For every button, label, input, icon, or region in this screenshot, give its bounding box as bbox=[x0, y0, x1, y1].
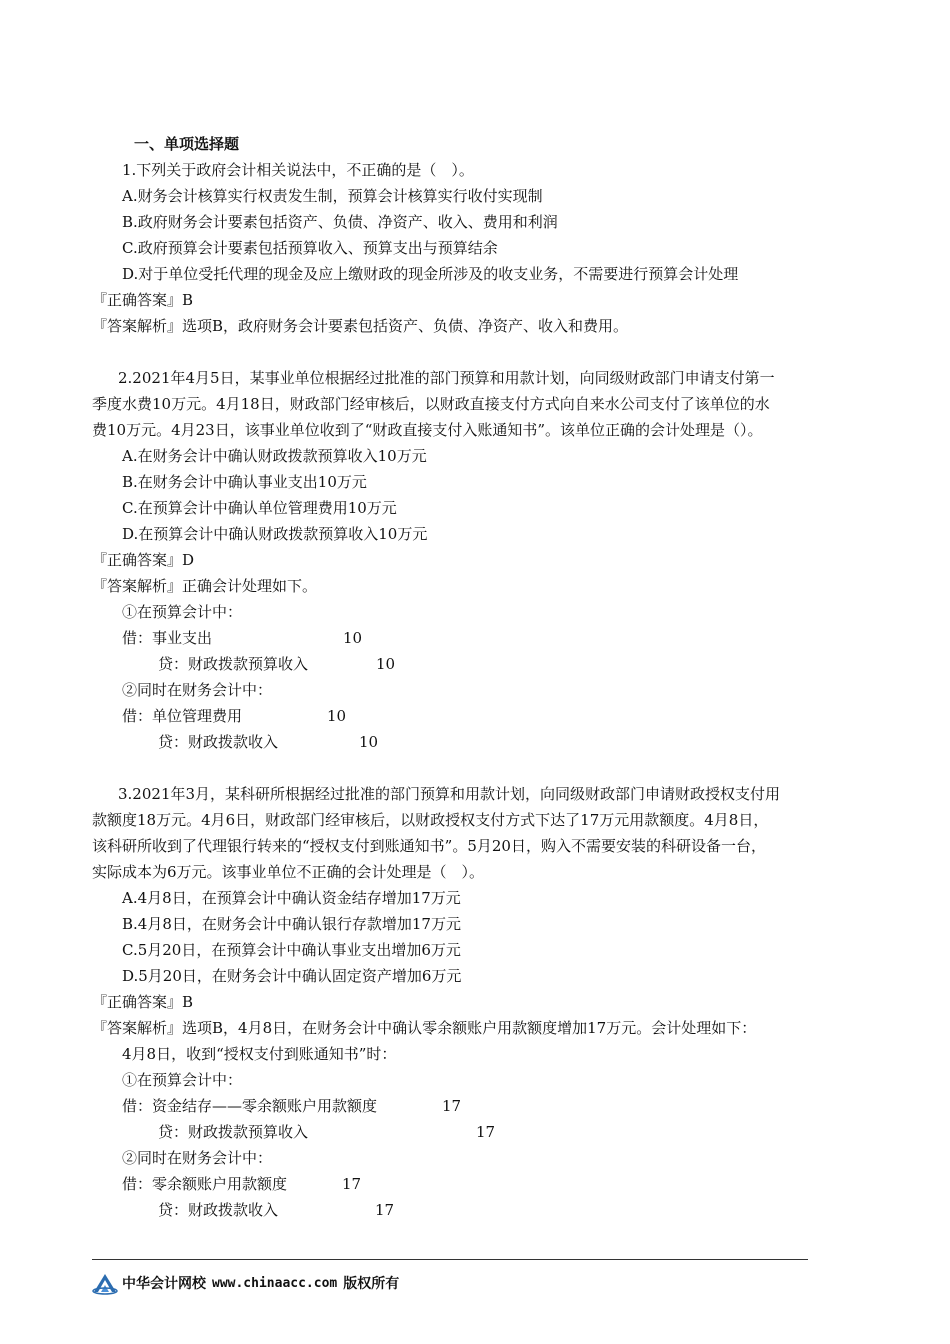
q2-entry-credit-2: 贷：财政拨款收入 bbox=[158, 733, 279, 751]
q2-option-d: D.在预算会计中确认财政拨款预算收入10万元 bbox=[122, 525, 428, 543]
q1-option-a: A.财务会计核算实行权责发生制，预算会计核算实行收付实现制 bbox=[122, 187, 543, 205]
q2-entry-debit-1-amount: 10 bbox=[343, 629, 363, 647]
q3-stem-line-4: 实际成本为6万元。该事业单位不正确的会计处理是（ ）。 bbox=[92, 863, 485, 881]
q3-analysis: 『答案解析』选项B，4月8日，在财务会计中确认零余额账户用款额度增加17万元。会计处理如下： bbox=[92, 1019, 757, 1037]
q2-entry-heading-budget: ①在预算会计中： bbox=[122, 603, 243, 621]
q3-option-b: B.4月8日，在财务会计中确认银行存款增加17万元 bbox=[122, 915, 461, 933]
q2-entry-heading-financial: ②同时在财务会计中： bbox=[122, 681, 273, 699]
q3-stem-line-3: 该科研所收到了代理银行转来的“授权支付到账通知书”。5月20日，购入不需要安装的科研设备一台， bbox=[92, 837, 766, 855]
q2-option-a: A.在财务会计中确认财政拨款预算收入10万元 bbox=[122, 447, 427, 465]
footer-url-link[interactable]: www.chinaacc.com bbox=[212, 1275, 338, 1291]
footer-rights: 版权所有 bbox=[343, 1276, 400, 1292]
q3-answer: 『正确答案』B bbox=[92, 993, 194, 1011]
q2-analysis: 『答案解析』正确会计处理如下。 bbox=[92, 577, 318, 595]
q1-analysis: 『答案解析』选项B，政府财务会计要素包括资产、负债、净资产、收入和费用。 bbox=[92, 317, 629, 335]
q2-option-c: C.在预算会计中确认单位管理费用10万元 bbox=[122, 499, 397, 517]
q3-option-c: C.5月20日，在预算会计中确认事业支出增加6万元 bbox=[122, 941, 461, 959]
q1-answer: 『正确答案』B bbox=[92, 291, 194, 309]
q2-answer: 『正确答案』D bbox=[92, 551, 195, 569]
q3-option-d: D.5月20日，在财务会计中确认固定资产增加6万元 bbox=[122, 967, 462, 985]
q2-stem-line-1: 2.2021年4月5日，某事业单位根据经过批准的部门预算和用款计划，向同级财政部门申请支付第一 bbox=[118, 369, 775, 387]
section-title: 一、单项选择题 bbox=[134, 135, 240, 153]
q2-entry-credit-1: 贷：财政拨款预算收入 bbox=[158, 655, 309, 673]
q3-entry-debit-1-amount: 17 bbox=[442, 1097, 462, 1115]
q1-option-b: B.政府财务会计要素包括资产、负债、净资产、收入、费用和利润 bbox=[122, 213, 558, 231]
q2-stem-line-3: 费10万元。4月23日，该事业单位收到了“财政直接支付入账通知书”。该单位正确的会计处理是（）。 bbox=[92, 421, 763, 439]
q3-entry-credit-1: 贷：财政拨款预算收入 bbox=[158, 1123, 309, 1141]
q3-entry-debit-2-amount: 17 bbox=[342, 1175, 362, 1193]
q1-option-c: C.政府预算会计要素包括预算收入、预算支出与预算结余 bbox=[122, 239, 498, 257]
q3-option-a: A.4月8日，在预算会计中确认资金结存增加17万元 bbox=[122, 889, 461, 907]
q3-entry-heading-budget: ①在预算会计中： bbox=[122, 1071, 243, 1089]
q2-stem-line-2: 季度水费10万元。4月18日，财政部门经审核后，以财政直接支付方式向自来水公司支付了该单位的水 bbox=[92, 395, 770, 413]
footer-brand: 中华会计网校 bbox=[122, 1276, 206, 1292]
q3-entry-heading-financial: ②同时在财务会计中： bbox=[122, 1149, 273, 1167]
q2-option-b: B.在财务会计中确认事业支出10万元 bbox=[122, 473, 367, 491]
q2-entry-debit-2-amount: 10 bbox=[327, 707, 347, 725]
q3-entry-credit-1-amount: 17 bbox=[476, 1123, 496, 1141]
footer-rule bbox=[92, 1259, 808, 1260]
q3-entry-credit-2-amount: 17 bbox=[375, 1201, 395, 1219]
q2-entry-debit-2: 借：单位管理费用 bbox=[122, 707, 243, 725]
q1-option-d: D.对于单位受托代理的现金及应上缴财政的现金所涉及的收支业务，不需要进行预算会计处理 bbox=[122, 265, 739, 283]
footer bbox=[92, 1268, 399, 1298]
q3-stem-line-1: 3.2021年3月，某科研所根据经过批准的部门预算和用款计划，向同级财政部门申请财政授权支付用 bbox=[118, 785, 781, 803]
q2-entry-debit-1: 借：事业支出 bbox=[122, 629, 213, 647]
q3-entry-debit-2: 借：零余额账户用款额度 bbox=[122, 1175, 288, 1193]
q3-entry-date-heading: 4月8日，收到“授权支付到账通知书”时： bbox=[122, 1045, 397, 1063]
q2-entry-credit-2-amount: 10 bbox=[359, 733, 379, 751]
q3-entry-debit-1: 借：资金结存——零余额账户用款额度 bbox=[122, 1097, 378, 1115]
q3-entry-credit-2: 贷：财政拨款收入 bbox=[158, 1201, 279, 1219]
chinaacc-logo-icon bbox=[92, 1270, 118, 1296]
q1-stem: 1.下列关于政府会计相关说法中，不正确的是（ ）。 bbox=[122, 161, 474, 179]
q3-stem-line-2: 款额度18万元。4月6日，财政部门经审核后，以财政授权支付方式下达了17万元用款额度。4月8日， bbox=[92, 811, 769, 829]
q2-entry-credit-1-amount: 10 bbox=[376, 655, 396, 673]
